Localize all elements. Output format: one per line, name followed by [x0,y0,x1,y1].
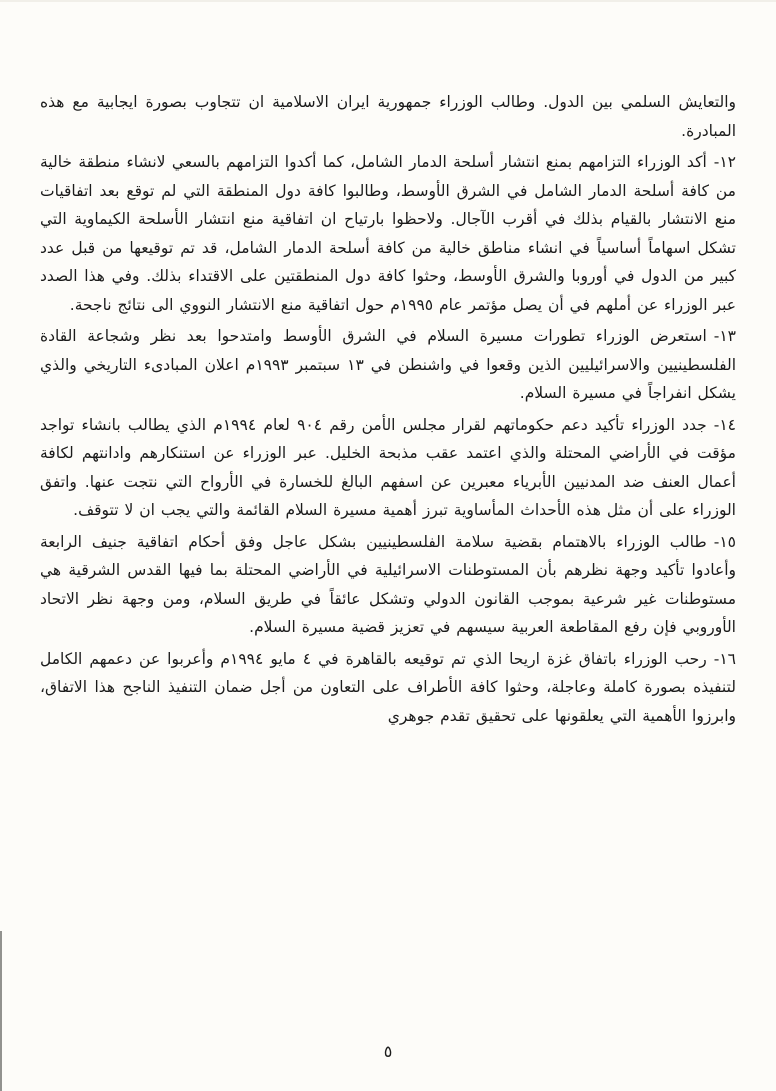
paragraph-text: والتعايش السلمي بين الدول. وطالب الوزراء جمهورية ايران الاسلامية ان تتجاوب بصورة ايجابية مع هذه المبادرة. [40,93,736,140]
paragraph-item-16 [40,645,736,731]
paragraph-text: طالب الوزراء بالاهتمام بقضية سلامة الفلسطينيين بشكل عاجل وفق أحكام اتفاقية جنيف الرابعة وأعادوا تأكيد وجهة نظرهم بأن المستوطنات الاسرائيلية في الأراضي المحتلة بما فيها القدس الشرقية هي مستوطنات غير شرعية بموجب القانون الدولي وتشكل عائقاً في طريق السلام، ومن وجهة نظر الاتحاد الأوروبي فإن رفع المقاطعة العربية سيسهم في تعزيز قضية مسيرة السلام. [40,532,736,636]
paragraph-item-14 [40,411,736,525]
item-number: ١٣- [713,327,736,345]
item-number: ١٤- [713,415,736,434]
scan-artifact [0,931,2,1091]
item-number: ١٢- [713,153,736,171]
paragraph-item-15 [40,528,736,642]
paragraph-item-13 [40,322,736,408]
paragraph-text: رحب الوزراء باتفاق غزة اريحا الذي تم توقيعه بالقاهرة في ٤ مايو ١٩٩٤م وأعربوا عن دعمهم الكامل لتنفيذه بصورة كاملة وعاجلة، وحثوا كافة الأطراف على التعاون من أجل ضمان التنفيذ الناجح هذا الاتفاق، وابرزوا الأهمية التي يعلقونها على تحقيق تقدم جوهري [40,649,736,725]
paragraph-text: استعرض الوزراء تطورات مسيرة السلام في الشرق الأوسط وامتدحوا بعد نظر وشجاعة القادة الفلسطينيين والاسرائيليين الذين وقعوا في واشنطن في ١٣ سبتمبر ١٩٩٣م اعلان المبادىء التاريخي والذي يشكل انفراجاً في مسيرة السلام. [40,327,736,402]
item-number: ١٥- [713,532,736,551]
text-block [40,88,736,733]
paragraph-continuation [40,88,736,145]
paragraph-text: جدد الوزراء تأكيد دعم حكوماتهم لقرار مجلس الأمن رقم ٩٠٤ لعام ١٩٩٤م الذي يطالب بانشاء تواجد مؤقت في الأراضي المحتلة والذي اعتمد عقب مذبحة الخليل. عبر الوزراء عن استنكارهم وادانتهم لكافة أعمال العنف ضد المدنيين الأبرياء معبرين عن اسفهم البالغ للخسارة في الأرواح التي نتجت عنها. واتفق الوزراء على أن مثل هذه الأحداث المأساوية تبرز أهمية مسيرة السلام القائمة والتي يجب ان لا تتوقف. [40,415,736,519]
paragraph-item-12 [40,148,736,319]
paragraph-text: أكد الوزراء التزامهم بمنع انتشار أسلحة الدمار الشامل، كما أكدوا التزامهم بالسعي لانشاء منطقة خالية من كافة أسلحة الدمار الشامل في الشرق الأوسط، وطالبوا كافة دول المنطقة التي لم توقع بعد اتفاقيات منع الانتشار بالقيام بذلك في أقرب الآجال. ولاحظوا بارتياح ان اتفاقية منع انتشار الأسلحة الكيماوية التي تشكل اسهاماً أساسياً في انشاء مناطق خالية من كافة أسلحة الدمار الشامل، قد تم توقيعها من قبل عدد كبير من الدول في أوروبا والشرق الأوسط، وحثوا كافة دول المنطقتين على الاقتداء بذلك. وفي هذا الصدد عبر الوزراء عن أملهم في أن يصل مؤتمر عام ١٩٩٥م حول اتفاقية منع الانتشار النووي الى نتائج ناجحة. [40,153,736,314]
page-number: ٥ [383,1042,393,1061]
item-number: ١٦- [713,649,736,668]
scan-edge [0,0,776,2]
